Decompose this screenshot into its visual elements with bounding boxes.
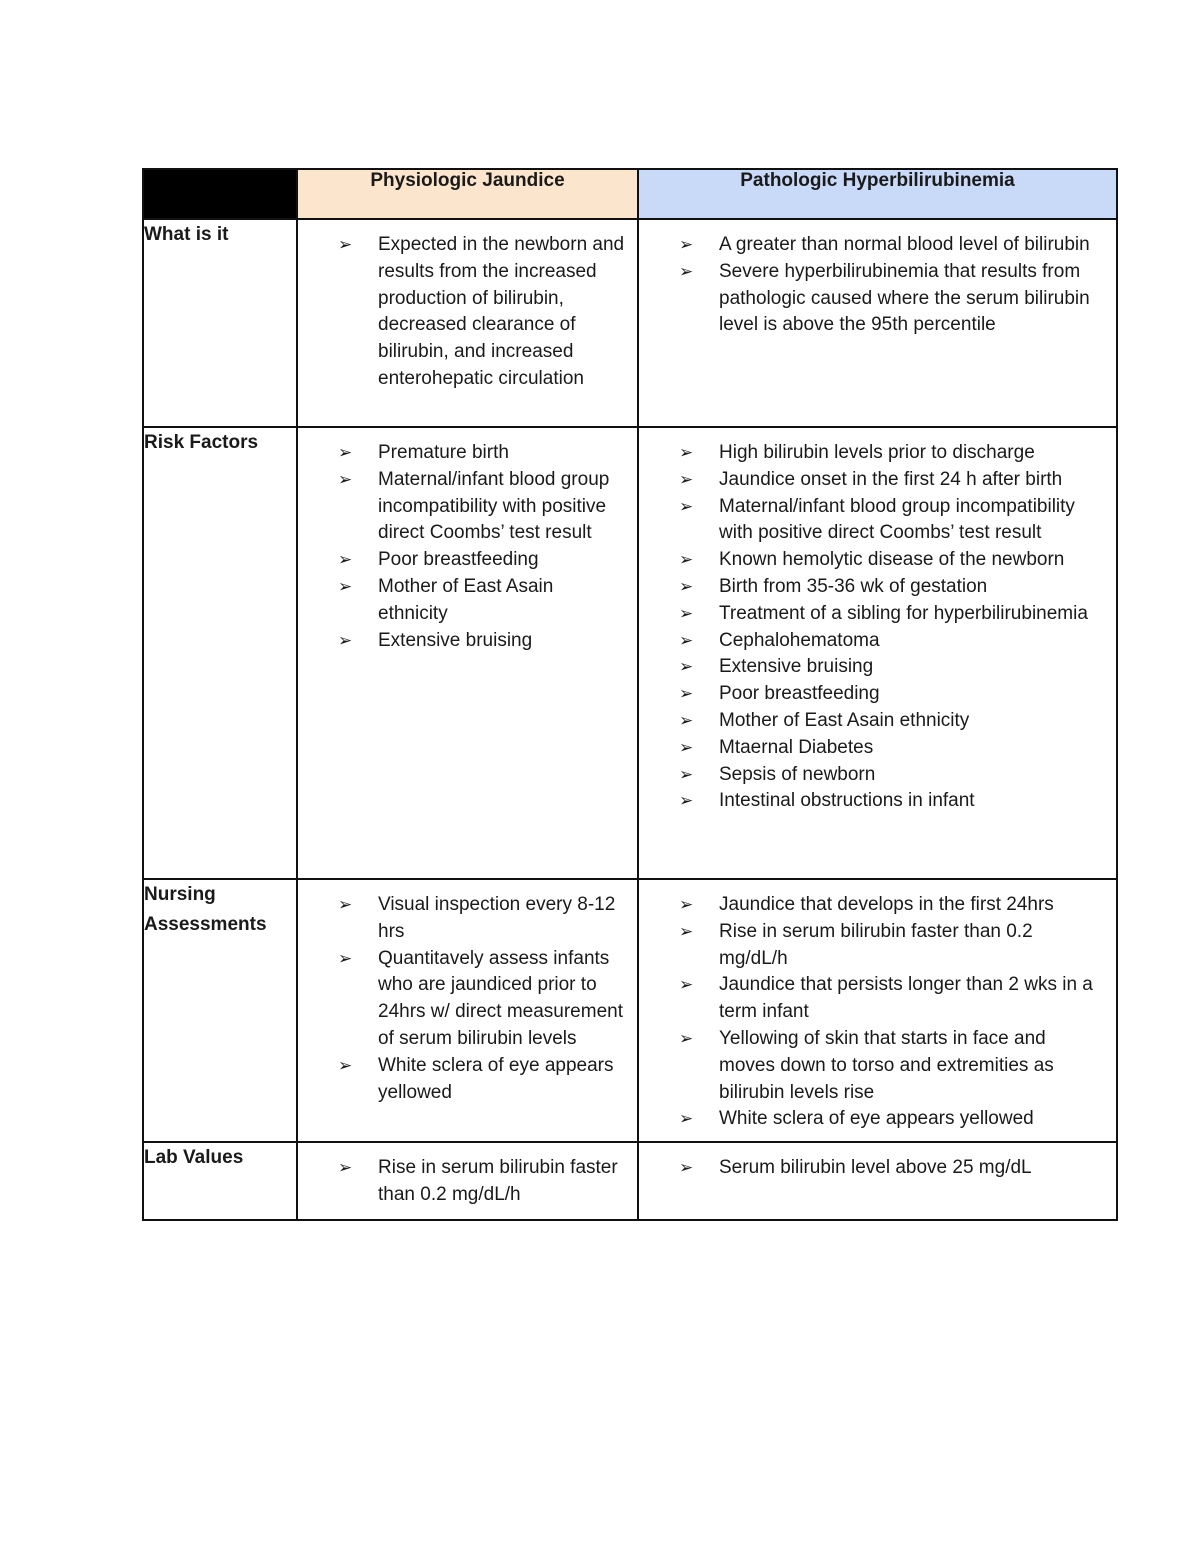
arrow-bullet-icon: ➢ <box>338 1055 353 1076</box>
bullet-list <box>298 220 637 401</box>
bullet-item <box>679 547 1106 574</box>
bullet-text: Maternal/infant blood group incompatibility with positive direct Coombs’ test result <box>378 468 610 544</box>
arrow-bullet-icon: ➢ <box>679 1158 694 1179</box>
bullet-text: White sclera of eye appears yellowed <box>378 1054 614 1103</box>
bullet-item <box>679 232 1106 259</box>
corner-cell <box>143 169 297 219</box>
bullet-item <box>679 681 1106 708</box>
bullet-text: Extensive bruising <box>378 629 533 651</box>
bullet-text: Expected in the newborn and results from the increased production of bilirubin, decreased clearance of bilirubin, and increased enterohepatic circulation <box>378 234 625 389</box>
arrow-bullet-icon: ➢ <box>679 603 694 624</box>
bullet-item <box>338 946 627 1053</box>
bullet-item <box>679 1026 1106 1106</box>
bullet-item <box>338 892 627 946</box>
bullet-text: Mtaernal Diabetes <box>719 736 874 758</box>
bullet-text: Premature birth <box>378 442 509 463</box>
bullet-item <box>679 919 1106 973</box>
row-label: What is it <box>143 219 297 427</box>
arrow-bullet-icon: ➢ <box>679 443 694 463</box>
arrow-bullet-icon: ➢ <box>679 895 694 915</box>
bullet-text: Jaundice that develops in the first 24hrs <box>719 894 1054 915</box>
bullet-text: Sepsis of newborn <box>719 763 876 785</box>
arrow-bullet-icon: ➢ <box>679 921 694 942</box>
arrow-bullet-icon: ➢ <box>679 1109 694 1130</box>
arrow-bullet-icon: ➢ <box>338 1158 353 1179</box>
bullet-list <box>639 220 1116 347</box>
bullet-item <box>679 1155 1106 1182</box>
arrow-bullet-icon: ➢ <box>679 737 694 758</box>
bullet-text: Quantitavely assess infants who are jaundiced prior to 24hrs w/ direct measurement of serum bilirubin levels <box>378 947 623 1049</box>
arrow-bullet-icon: ➢ <box>679 684 694 705</box>
bullet-text: Intestinal obstructions in infant <box>719 790 975 812</box>
row-label: Nursing Assessments <box>143 879 297 1142</box>
physiologic-cell <box>297 219 638 427</box>
physiologic-cell <box>297 1142 638 1220</box>
jaundice-comparison-table <box>142 168 1118 1221</box>
arrow-bullet-icon: ➢ <box>338 443 353 463</box>
bullet-item <box>338 574 627 628</box>
bullet-text: Mother of East Asain ethnicity <box>719 709 970 731</box>
arrow-bullet-icon: ➢ <box>679 576 694 597</box>
arrow-bullet-icon: ➢ <box>679 710 694 731</box>
pathologic-cell <box>638 427 1117 879</box>
bullet-item <box>338 1155 627 1209</box>
bullet-list <box>298 880 637 1114</box>
physiologic-cell <box>297 879 638 1142</box>
bullet-text: Rise in serum bilirubin faster than 0.2 mg/dL/h <box>378 1157 618 1205</box>
arrow-bullet-icon: ➢ <box>679 469 694 490</box>
header-physiologic-jaundice: Physiologic Jaundice <box>297 169 638 219</box>
bullet-item <box>338 232 627 393</box>
arrow-bullet-icon: ➢ <box>338 550 353 571</box>
header-row <box>143 169 1117 219</box>
bullet-text: Jaundice onset in the first 24 h after birth <box>719 468 1063 490</box>
bullet-item <box>679 601 1106 628</box>
bullet-item <box>679 892 1106 919</box>
bullet-item <box>679 628 1106 655</box>
row-what-is-it <box>143 219 1117 427</box>
bullet-text: Treatment of a sibling for hyperbilirubinemia <box>719 602 1088 624</box>
arrow-bullet-icon: ➢ <box>679 261 694 282</box>
bullet-item <box>679 654 1106 681</box>
arrow-bullet-icon: ➢ <box>679 791 694 812</box>
bullet-text: Poor breastfeeding <box>378 549 539 571</box>
row-lab-values <box>143 1142 1117 1220</box>
physiologic-cell <box>297 427 638 879</box>
bullet-item <box>679 788 1106 815</box>
bullet-list <box>298 428 637 662</box>
bullet-item <box>338 628 627 655</box>
bullet-text: Poor breastfeeding <box>719 683 880 705</box>
bullet-text: Extensive bruising <box>719 656 874 678</box>
bullet-item <box>338 467 627 547</box>
pathologic-cell <box>638 1142 1117 1220</box>
bullet-text: Known hemolytic disease of the newborn <box>719 549 1065 571</box>
bullet-item <box>679 467 1106 494</box>
bullet-text: High bilirubin levels prior to discharge <box>719 442 1035 463</box>
header-pathologic-hyperbilirubinemia: Pathologic Hyperbilirubinemia <box>638 169 1117 219</box>
bullet-item <box>679 735 1106 762</box>
row-nursing-assessments <box>143 879 1117 1142</box>
bullet-text: White sclera of eye appears yellowed <box>719 1108 1034 1130</box>
arrow-bullet-icon: ➢ <box>679 496 694 517</box>
arrow-bullet-icon: ➢ <box>338 235 353 255</box>
arrow-bullet-icon: ➢ <box>679 1028 694 1049</box>
bullet-list <box>639 1143 1116 1190</box>
arrow-bullet-icon: ➢ <box>338 630 353 651</box>
bullet-item <box>338 1053 627 1107</box>
arrow-bullet-icon: ➢ <box>338 576 353 597</box>
bullet-text: Birth from 35-36 wk of gestation <box>719 575 988 597</box>
row-label: Lab Values <box>143 1142 297 1220</box>
bullet-item <box>679 708 1106 735</box>
bullet-item <box>679 1106 1106 1133</box>
pathologic-cell <box>638 879 1117 1142</box>
bullet-text: Jaundice that persists longer than 2 wks in a term infant <box>719 974 1093 1023</box>
bullet-text: Severe hyperbilirubinemia that results from pathologic caused where the serum bilirubin level is above the 95th percentile <box>719 260 1090 336</box>
arrow-bullet-icon: ➢ <box>679 235 694 255</box>
row-risk-factors <box>143 427 1117 879</box>
bullet-list <box>298 1143 637 1217</box>
bullet-item <box>679 494 1106 548</box>
bullet-item <box>679 440 1106 467</box>
arrow-bullet-icon: ➢ <box>338 469 353 490</box>
bullet-item <box>338 440 627 467</box>
bullet-item <box>679 972 1106 1026</box>
bullet-text: Visual inspection every 8-12 hrs <box>378 894 616 942</box>
arrow-bullet-icon: ➢ <box>338 895 353 915</box>
pathologic-cell <box>638 219 1117 427</box>
arrow-bullet-icon: ➢ <box>679 630 694 651</box>
bullet-text: Serum bilirubin level above 25 mg/dL <box>719 1157 1032 1179</box>
bullet-item <box>679 762 1106 789</box>
bullet-item <box>338 547 627 574</box>
bullet-list <box>639 880 1116 1141</box>
bullet-item <box>679 574 1106 601</box>
arrow-bullet-icon: ➢ <box>338 948 353 969</box>
bullet-list <box>639 428 1116 823</box>
comparison-table-wrapper <box>142 168 1116 1221</box>
bullet-text: Mother of East Asain ethnicity <box>378 575 554 624</box>
arrow-bullet-icon: ➢ <box>679 975 694 996</box>
row-label: Risk Factors <box>143 427 297 879</box>
bullet-text: Yellowing of skin that starts in face and moves down to torso and extremities as bilirubin levels rise <box>719 1027 1054 1103</box>
bullet-text: Rise in serum bilirubin faster than 0.2 mg/dL/h <box>719 920 1033 969</box>
arrow-bullet-icon: ➢ <box>679 764 694 785</box>
bullet-item <box>679 259 1106 339</box>
bullet-text: A greater than normal blood level of bilirubin <box>719 234 1090 255</box>
bullet-text: Maternal/infant blood group incompatibility with positive direct Coombs’ test result <box>719 495 1075 544</box>
bullet-text: Cephalohematoma <box>719 629 880 651</box>
arrow-bullet-icon: ➢ <box>679 550 694 571</box>
arrow-bullet-icon: ➢ <box>679 657 694 678</box>
